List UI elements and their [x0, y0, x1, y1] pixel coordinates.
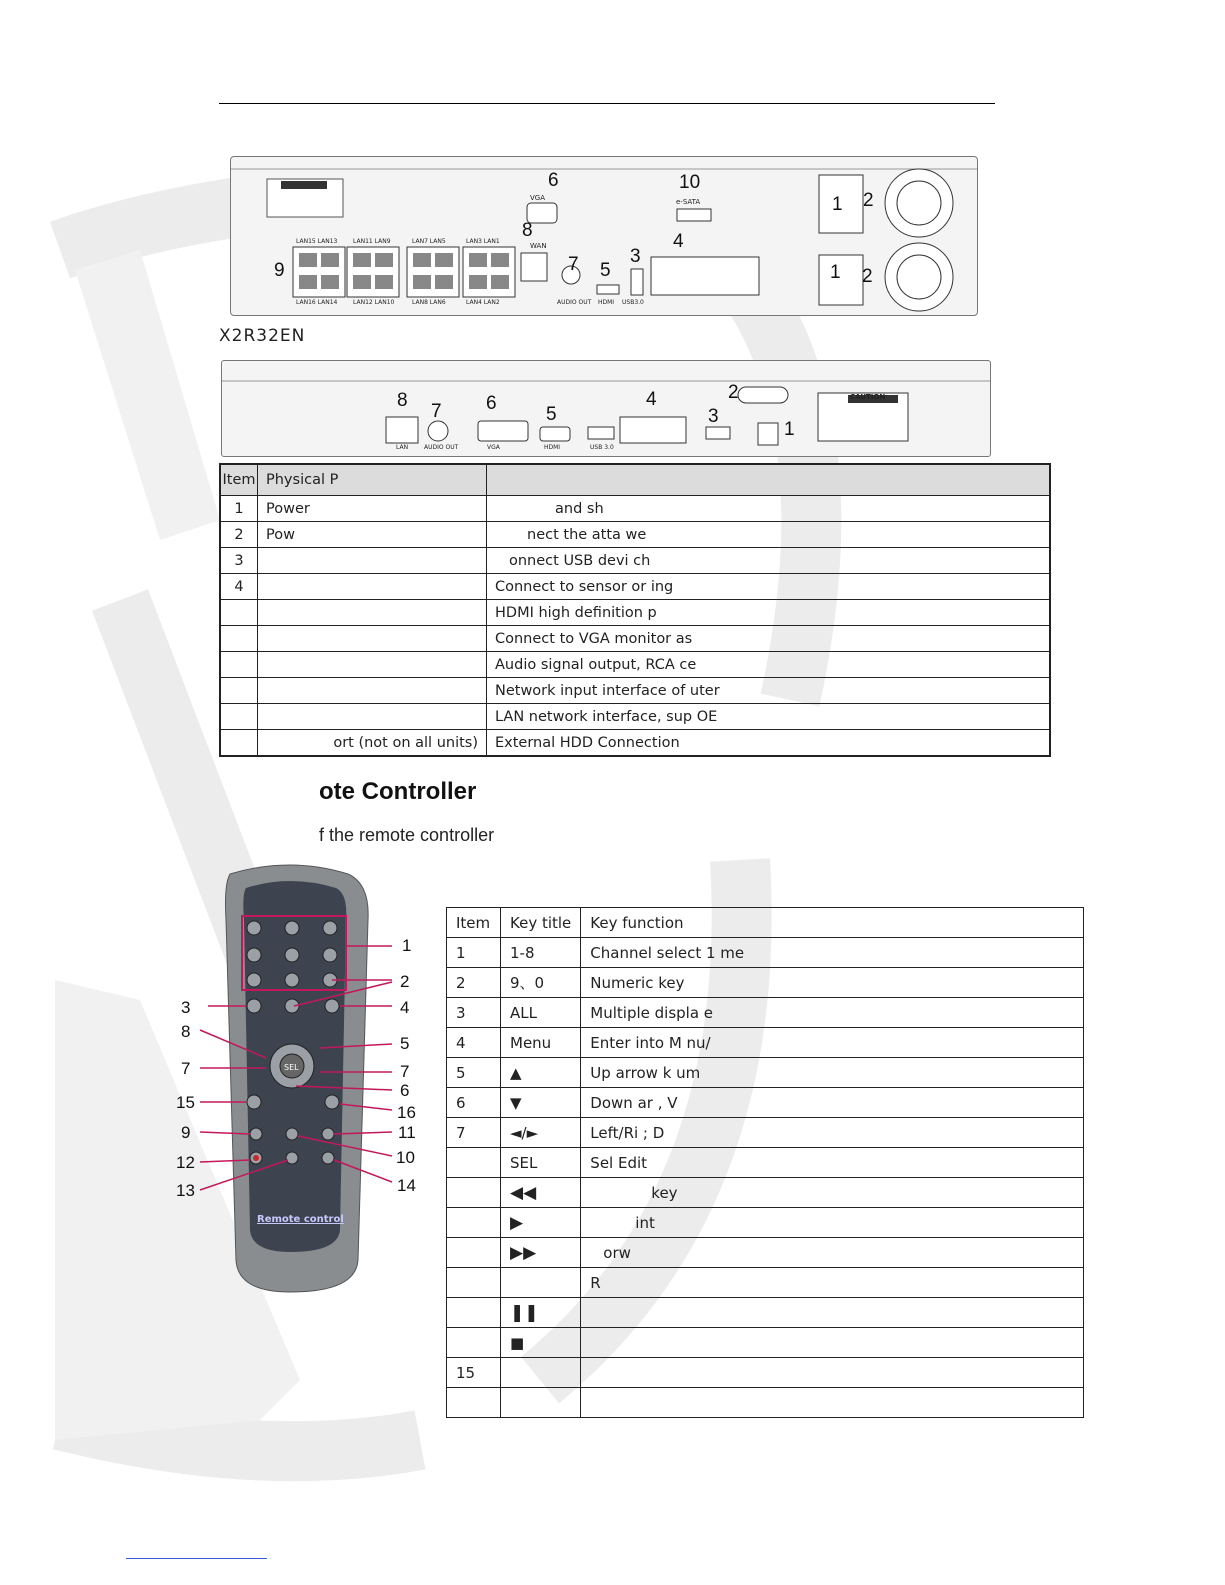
- callout-4-b: 4: [646, 389, 657, 410]
- caution-label: CAUTION: [850, 393, 886, 401]
- cell-function: [581, 1358, 1084, 1388]
- cell-key: Menu: [501, 1028, 581, 1058]
- cell-item: [447, 1208, 501, 1238]
- table-row: [220, 626, 1050, 652]
- cell-key: ▼: [501, 1088, 581, 1118]
- cell-item: 7: [447, 1118, 501, 1148]
- rear-panel-bottom-image: [221, 360, 991, 457]
- table-row: [447, 1028, 1084, 1058]
- callout-2b: 2: [862, 266, 873, 287]
- table-row: [447, 1268, 1084, 1298]
- cell-function: Channel select 1 me: [581, 938, 1084, 968]
- cell-function: Left/Ri ; D: [581, 1118, 1084, 1148]
- callout-8: 8: [522, 220, 533, 241]
- cell-key: ◀◀: [501, 1178, 581, 1208]
- cell-item: 4: [447, 1028, 501, 1058]
- cell-item: 1: [447, 938, 501, 968]
- cell-key: [501, 1358, 581, 1388]
- port-label-usb-b: USB 3.0: [590, 444, 614, 451]
- port-label-wan: WAN: [530, 242, 547, 250]
- header-item: Item: [447, 908, 501, 938]
- cell-key: [501, 1268, 581, 1298]
- callout-7-b: 7: [431, 401, 442, 422]
- remote-callout-5: 5: [400, 1034, 410, 1053]
- table-row: [220, 496, 1050, 522]
- table-row: [447, 1298, 1084, 1328]
- port-label-hdmi-b: HDMI: [544, 444, 561, 451]
- cell-function: int: [581, 1208, 1084, 1238]
- cell-item: [447, 1328, 501, 1358]
- cell-function: key: [581, 1178, 1084, 1208]
- cell-desc: and sh: [487, 496, 1051, 522]
- table-row: [447, 1178, 1084, 1208]
- callout-2-b: 2: [728, 382, 739, 403]
- rear-panel-top-image: [230, 156, 978, 316]
- callout-3-b: 3: [708, 406, 719, 427]
- table-row: [447, 1208, 1084, 1238]
- table-row: [220, 600, 1050, 626]
- table-row: [447, 1148, 1084, 1178]
- remote-keys-table: [446, 907, 1084, 1418]
- callout-10: 10: [679, 172, 701, 193]
- header-rule: [219, 103, 995, 104]
- cell-item: 2: [447, 968, 501, 998]
- remote-callout-15: 15: [176, 1093, 195, 1112]
- table-row: [447, 998, 1084, 1028]
- remote-callout-8: 8: [181, 1022, 191, 1041]
- table-row: [447, 1388, 1084, 1418]
- cell-port: Power: [258, 496, 487, 522]
- remote-callout-14: 14: [397, 1176, 416, 1195]
- port-label-lan4: LAN4 LAN2: [466, 299, 500, 306]
- remote-callout-9: 9: [181, 1123, 191, 1142]
- cell-function: Numeric key: [581, 968, 1084, 998]
- table-row: [447, 1238, 1084, 1268]
- cell-function: Up arrow k um: [581, 1058, 1084, 1088]
- header-item: Item: [220, 464, 258, 496]
- callout-4: 4: [673, 231, 684, 252]
- cell-item: 6: [447, 1088, 501, 1118]
- table-header-row: [220, 464, 1050, 496]
- cell-desc: Connect to sensor or ing: [487, 574, 1051, 600]
- section-subtitle: f the remote controller: [319, 825, 495, 845]
- port-label-audio: AUDIO OUT: [557, 299, 592, 306]
- port-label-lan-b: LAN: [396, 444, 409, 451]
- rear-panel-bottom-drawing: [222, 361, 990, 456]
- cell-item: 1: [220, 496, 258, 522]
- remote-callout-6: 6: [400, 1081, 410, 1100]
- port-label-audio-b: AUDIO OUT: [424, 444, 459, 451]
- remote-callout-4: 4: [400, 998, 410, 1017]
- cell-key: [501, 1388, 581, 1418]
- remote-brand-text: Remote control: [257, 1214, 344, 1225]
- table-row: [220, 652, 1050, 678]
- remote-callout-7b: 7: [400, 1062, 410, 1081]
- cell-item: [220, 626, 258, 652]
- table-row: [447, 1118, 1084, 1148]
- cell-item: [447, 1178, 501, 1208]
- model-label: X2R32EN: [219, 326, 306, 346]
- cell-item: [447, 1388, 501, 1418]
- port-label-vga: VGA: [530, 194, 546, 202]
- remote-callout-7a: 7: [181, 1059, 191, 1078]
- cell-item: [220, 704, 258, 730]
- cell-function: [581, 1328, 1084, 1358]
- port-label-lan15: LAN15 LAN13: [296, 238, 338, 245]
- cell-item: [447, 1238, 501, 1268]
- table-row: [220, 704, 1050, 730]
- table-row: [447, 968, 1084, 998]
- cell-function: [581, 1298, 1084, 1328]
- cell-desc: HDMI high definition p: [487, 600, 1051, 626]
- physical-ports-table: [219, 463, 1051, 757]
- cell-key: ALL: [501, 998, 581, 1028]
- cell-port: Pow: [258, 522, 487, 548]
- cell-item: [220, 652, 258, 678]
- port-label-usb: USB3.0: [622, 299, 644, 306]
- callout-5-b: 5: [546, 404, 557, 425]
- cell-key: SEL: [501, 1148, 581, 1178]
- cell-item: 3: [220, 548, 258, 574]
- remote-control-image: [170, 860, 430, 1300]
- cell-item: [220, 678, 258, 704]
- remote-sel-text: SEL: [284, 1063, 299, 1072]
- cell-port: [258, 652, 487, 678]
- port-label-lan3: LAN3 LAN1: [466, 238, 500, 245]
- section-title: ote Controller: [319, 778, 477, 805]
- remote-callout-3: 3: [181, 998, 191, 1017]
- cell-desc: Connect to VGA monitor as: [487, 626, 1051, 652]
- cell-desc: Network input interface of uter: [487, 678, 1051, 704]
- cell-key: 1-8: [501, 938, 581, 968]
- cell-function: Enter into M nu/: [581, 1028, 1084, 1058]
- callout-5: 5: [600, 260, 611, 281]
- cell-item: 3: [447, 998, 501, 1028]
- cell-function: Sel Edit: [581, 1148, 1084, 1178]
- cell-desc: LAN network interface, sup OE: [487, 704, 1051, 730]
- header-key-title: Key title: [501, 908, 581, 938]
- table-row: [447, 1058, 1084, 1088]
- cell-item: 2: [220, 522, 258, 548]
- table-row: [447, 1088, 1084, 1118]
- remote-callout-16: 16: [397, 1103, 416, 1122]
- remote-callout-1: 1: [402, 936, 412, 955]
- cell-key: ❚❚: [501, 1298, 581, 1328]
- cell-item: [447, 1298, 501, 1328]
- cell-function: R: [581, 1268, 1084, 1298]
- callout-3: 3: [630, 246, 641, 267]
- cell-port: [258, 626, 487, 652]
- table-row: [220, 548, 1050, 574]
- cell-key: ▲: [501, 1058, 581, 1088]
- cell-desc: Audio signal output, RCA ce: [487, 652, 1051, 678]
- header-description: [487, 464, 1051, 496]
- port-label-lan8: LAN8 LAN6: [412, 299, 446, 306]
- callout-1b: 1: [830, 262, 841, 283]
- cell-function: Down ar , V: [581, 1088, 1084, 1118]
- cell-item: 15: [447, 1358, 501, 1388]
- table-row: [220, 730, 1050, 757]
- footer-link[interactable]: [126, 1558, 267, 1559]
- callout-1a: 1: [832, 194, 843, 215]
- table-row: [220, 522, 1050, 548]
- port-label-hdmi: HDMI: [598, 299, 615, 306]
- callout-7: 7: [568, 254, 579, 275]
- callout-6-b: 6: [486, 393, 497, 414]
- cell-item: [220, 730, 258, 757]
- cell-port: [258, 548, 487, 574]
- cell-function: orw: [581, 1238, 1084, 1268]
- header-key-function: Key function: [581, 908, 1084, 938]
- callout-6: 6: [548, 170, 559, 191]
- port-label-esata: e-SATA: [676, 198, 701, 206]
- cell-desc: onnect USB devi ch: [487, 548, 1051, 574]
- rear-panel-top-drawing: [231, 157, 977, 315]
- cell-function: Multiple displa e: [581, 998, 1084, 1028]
- cell-key: ▶: [501, 1208, 581, 1238]
- cell-port: [258, 574, 487, 600]
- table-row: [447, 1328, 1084, 1358]
- cell-port: [258, 704, 487, 730]
- port-label-lan16: LAN16 LAN14: [296, 299, 338, 306]
- table-row: [220, 678, 1050, 704]
- remote-callout-13: 13: [176, 1181, 195, 1200]
- remote-callout-12: 12: [176, 1153, 195, 1172]
- header-physical-port: Physical P: [258, 464, 487, 496]
- cell-port: [258, 678, 487, 704]
- port-label-lan11: LAN11 LAN9: [353, 238, 391, 245]
- table-header-row: [447, 908, 1084, 938]
- remote-callout-11: 11: [398, 1123, 416, 1142]
- callout-8-b: 8: [397, 390, 408, 411]
- table-row: [447, 938, 1084, 968]
- cell-item: [447, 1268, 501, 1298]
- remote-callout-2: 2: [400, 972, 410, 991]
- cell-item: [447, 1148, 501, 1178]
- callout-1-b: 1: [784, 419, 795, 440]
- cell-key: ■: [501, 1328, 581, 1358]
- port-label-lan7: LAN7 LAN5: [412, 238, 446, 245]
- cell-item: 5: [447, 1058, 501, 1088]
- port-label-lan12: LAN12 LAN10: [353, 299, 395, 306]
- cell-port: [258, 600, 487, 626]
- callout-2a: 2: [863, 190, 874, 211]
- cell-key: 9、0: [501, 968, 581, 998]
- cell-item: 4: [220, 574, 258, 600]
- callout-9: 9: [274, 260, 285, 281]
- cell-port: ort (not on all units): [258, 730, 487, 757]
- cell-item: [220, 600, 258, 626]
- cell-key: ◄/►: [501, 1118, 581, 1148]
- table-row: [220, 574, 1050, 600]
- cell-function: [581, 1388, 1084, 1418]
- cell-desc: External HDD Connection: [487, 730, 1051, 757]
- cell-desc: nect the atta we: [487, 522, 1051, 548]
- cell-key: ▶▶: [501, 1238, 581, 1268]
- table-row: [447, 1358, 1084, 1388]
- port-label-vga-b: VGA: [487, 444, 500, 451]
- remote-callout-10: 10: [396, 1148, 415, 1167]
